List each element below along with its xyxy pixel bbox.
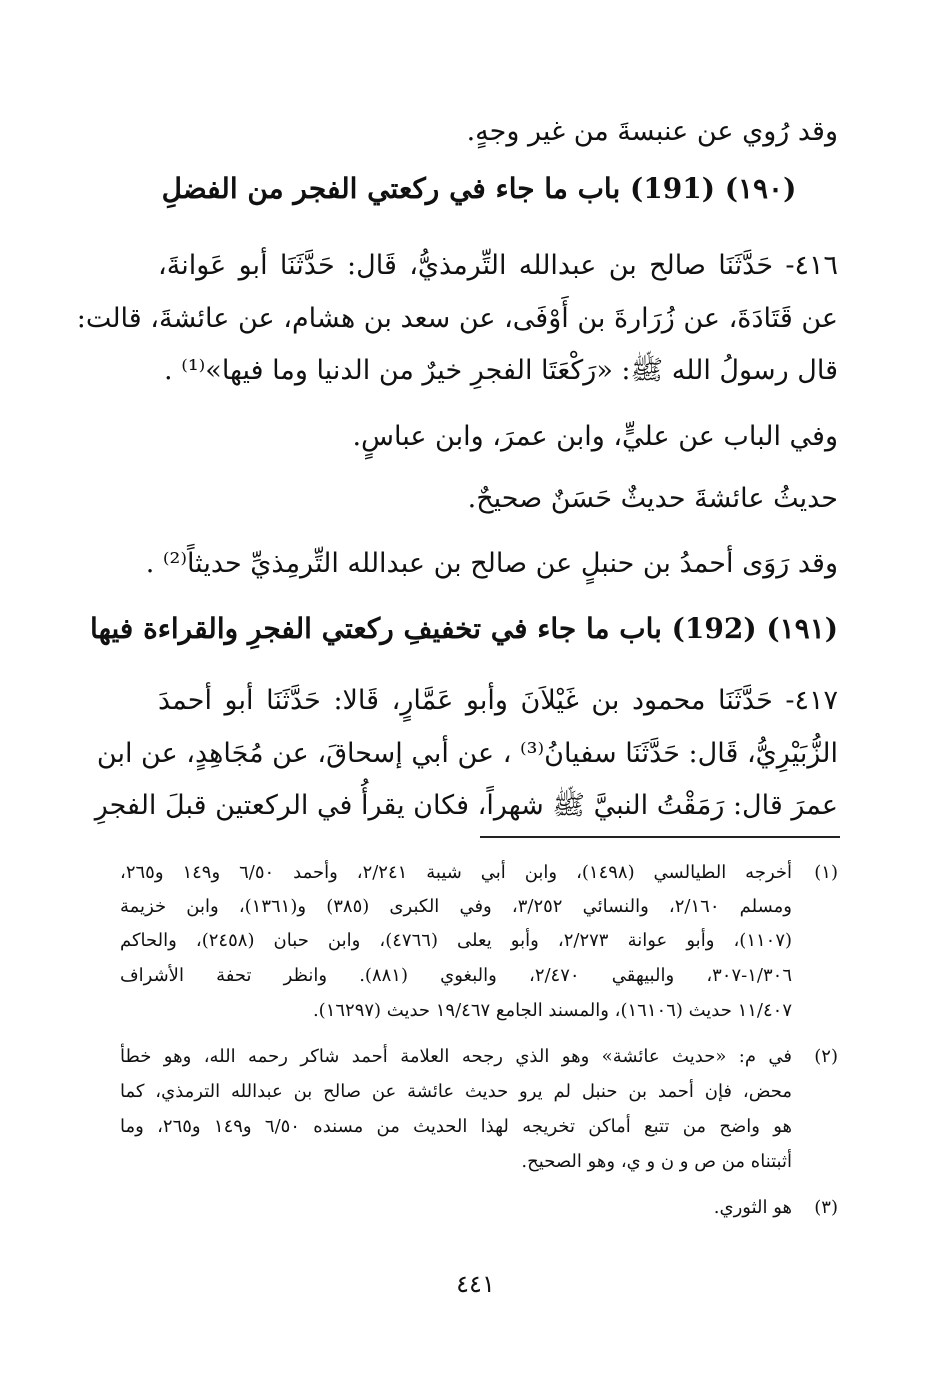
footnote-number: (٣): [814, 1197, 838, 1218]
hadith-417-line2: الزُّبَيْرِيُّ، قَال: حَدَّثَنَا سفيانُ⁽³⁾ ، عن أبي إسحاقَ، عن مُجَاهِدٍ، عن ابن: [96, 738, 838, 769]
footnote-1-cont: [120, 930, 838, 954]
footnote-line: هو الثوري.: [713, 1197, 792, 1218]
footnote-line: محض، فإن أحمد بن حنبل لم يرو حديث عائشة عن صالح بن عبدالله الترمذي، كما: [120, 1081, 792, 1102]
footnote-3: [120, 1197, 838, 1221]
footnote-number: (٢): [814, 1046, 838, 1067]
page-number: ٤٤١: [456, 1270, 495, 1298]
footnote-number: (١): [814, 862, 838, 883]
chapter-heading-190: (١٩٠) (191) باب ما جاء في ركعتي الفجر من الفضلِ: [161, 172, 797, 205]
footnote-line: ١١/٤٠٧ حديث (١٦١٠٦)، والمسند الجامع ١٩/٤٦٧ حديث (١٦٢٩٧).: [312, 1000, 792, 1021]
footnote-line: أثبتناه من ص و ن و ي، وهو الصحيح.: [521, 1151, 792, 1172]
footnote-line: ١/٣٠٦-٣٠٧، والبيهقي ٢/٤٧٠، والبغوي (٨٨١). وانظر تحفة الأشراف: [120, 965, 792, 986]
text-line: وفي الباب عن عليٍّ، وابن عمرَ، وابن عباسٍ.: [352, 421, 838, 452]
footnote-line: أخرجه الطيالسي (١٤٩٨)، وابن أبي شيبة ٢/٢٤١، وأحمد ٦/٥٠ و١٤٩ و٢٦٥،: [120, 862, 793, 883]
hadith-416-line1: ٤١٦- حَدَّثَنَا صالح بن عبدالله التِّرمذيُّ، قَال: حَدَّثَنَا أبو عَوانةَ،: [158, 250, 838, 281]
footnote-2-cont: [120, 1116, 838, 1140]
footnote-line: هو واضح من تتبع أماكن تخريجه لهذا الحديث من مسنده ٦/٥٠ و١٤٩ و٢٦٥، وما: [120, 1116, 792, 1137]
hadith-416-line2: عن قَتَادَةَ، عن زُرَارةَ بن أَوْفَى، عن سعد بن هشام، عن عائشةَ، قالت:: [76, 303, 838, 334]
footnote-2-cont: [120, 1081, 838, 1105]
hadith-416-line3: قال رسولُ الله ﷺ: «رَكْعَتَا الفجرِ خيرٌ من الدنيا وما فيها»⁽¹⁾ .: [164, 355, 838, 386]
footnote-line: ومسلم ٢/١٦٠، والنسائي ٣/٢٥٢، وفي الكبرى (٣٨٥) و(١٣٦١)، وابن خزيمة: [120, 896, 792, 917]
hadith-417-line1: ٤١٧- حَدَّثَنَا محمود بن غَيْلاَنَ وأبو عَمَّارٍ، قَالا: حَدَّثَنَا أبو أحمدَ: [158, 685, 838, 716]
footnote-2-cont: [120, 1151, 838, 1175]
footnote-1-cont: [120, 896, 838, 920]
footnote-1-cont: [120, 965, 838, 989]
hadith-417-line3: عمرَ قال: رَمَقْتُ النبيَّ ﷺ شهراً، فكان يقرأُ في الركعتين قبلَ الفجرِ: [94, 790, 838, 821]
footnote-1-cont: [120, 1000, 838, 1024]
chapter-heading-191: (١٩١) (192) باب ما جاء في تخفيفِ ركعتي الفجرِ والقراءة فيها: [90, 612, 838, 645]
text-line: حديثُ عائشةَ حديثٌ حَسَنٌ صحيحٌ.: [467, 483, 838, 514]
footnote-line: (١١٠٧)، وأبو عوانة ٢/٢٧٣، وأبو يعلى (٤٧٦٦)، وابن حبان (٢٤٥٨)، والحاكم: [120, 930, 793, 951]
text-line: وقد رُوي عن عنبسةَ من غير وجهٍ.: [466, 116, 838, 147]
footnote-1: [120, 862, 838, 886]
footnote-line: في م: «حديث عائشة» وهو الذي رجحه العلامة أحمد شاكر رحمه الله، وهو خطأ: [120, 1046, 792, 1067]
footnote-2: [120, 1046, 838, 1070]
text-line: وقد رَوَى أحمدُ بن حنبلٍ عن صالح بن عبدالله التِّرمِذيِّ حديثاً⁽²⁾ .: [145, 548, 838, 579]
footnote-divider: [480, 836, 840, 838]
